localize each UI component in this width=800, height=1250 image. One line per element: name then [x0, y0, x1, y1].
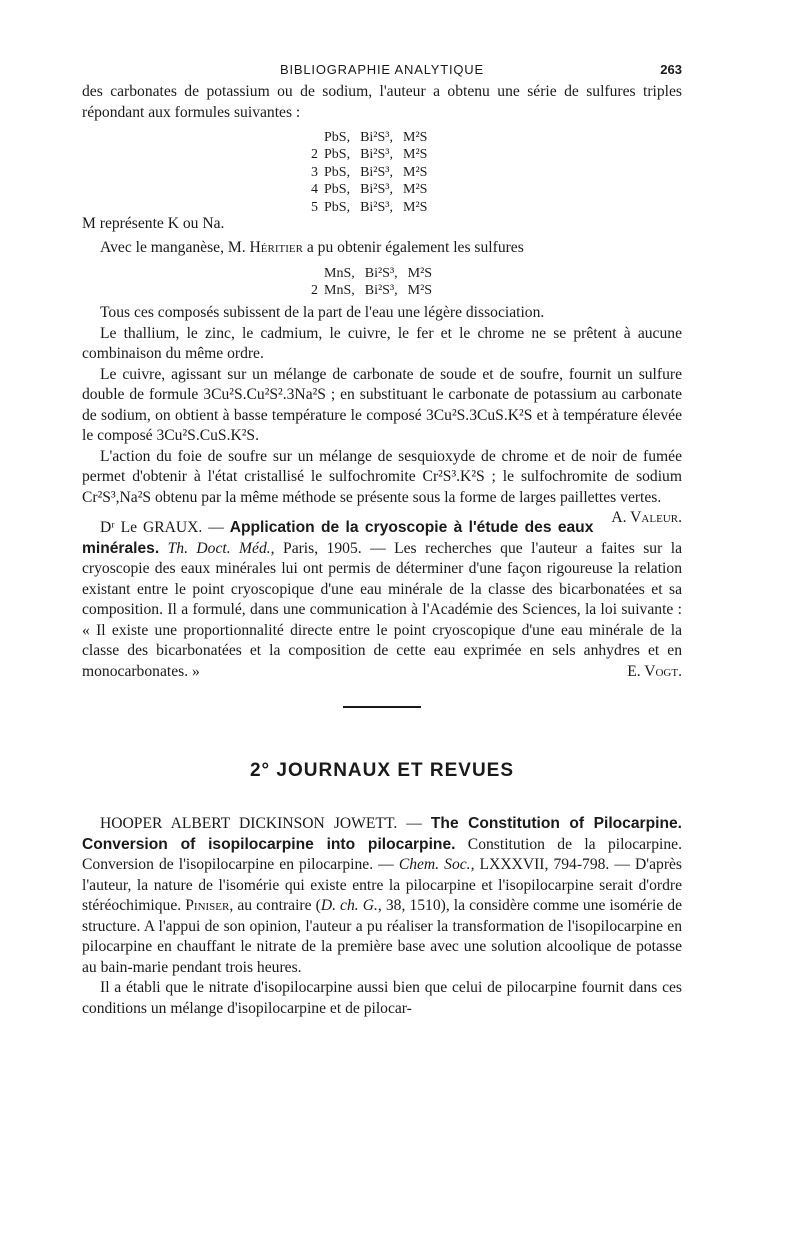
- paragraph-dissociation: Tous ces composés subissent de la part de l'eau une légère dissociation.: [100, 304, 545, 322]
- formulas2-row: [304, 265, 442, 282]
- formula-term: Bi²S³,: [364, 265, 398, 281]
- section-divider: [343, 706, 421, 708]
- paragraph-cuivre: Le cuivre, agissant sur un mélange de carbonate de soude et de soufre, fournit un sulfure double de formule 3Cu²S.Cu²S².3Na²S ; en substituant le carbonate de potassium au carbonate de sodium, on obtient à basse température le composé 3Cu²S.3CuS.K²S et à température élevée le composé 3Cu²S.CuS.K²S.: [82, 365, 682, 445]
- formula-table-manganese: [304, 265, 442, 300]
- formula-term: MnS,: [324, 282, 355, 298]
- review-hooper: HOOPER ALBERT DICKINSON JOWETT. — The Constitution of Pilocarpine. Conversion of isopilocarpine into pilocarpine. Constitution de la pilocarpine. Conversion de l'isopilocarpine en pilocarpine. — Chem. Soc., LXXXVII, 794-798. — D'après l'auteur, la nature de l'isomérie qui existe entre la pilocarpine et l'isopilocarpine serait d'ordre stéréochimique. Piniser, au contraire (D. ch. G., 38, 1510), la considère comme une isomérie de structure. A l'appui de son opinion, l'auteur a pu réaliser la transformation de l'isopilocarpine en pilocarpine en chauffant le nitrate de la première base avec une solution alcoolique de potasse au bain-marie pendant trois heures.: [82, 815, 683, 976]
- page-number: 263: [660, 62, 682, 77]
- running-title: BIBLIOGRAPHIE ANALYTIQUE: [280, 62, 484, 77]
- formula-term: Bi²S³,: [360, 147, 393, 163]
- paragraph-sulfures-triples: des carbonates de potassium ou de sodium, l'auteur a obtenu une série de sulfures triples répondant aux formules suivantes :: [82, 83, 682, 121]
- formula-term: Bi²S³,: [360, 182, 393, 198]
- formula-term: M²S: [403, 199, 428, 215]
- paragraph-thallium: Le thallium, le zinc, le cadmium, le cuivre, le fer et le chrome ne se prêtent à aucune combinaison du même ordre.: [82, 324, 682, 363]
- paragraph-manganese: Avec le manganèse, M. Héritier a pu obtenir également les sulfures: [100, 239, 524, 257]
- formula-term: PbS,: [324, 164, 351, 180]
- signature-valeur: A. Valeur.: [611, 509, 682, 527]
- document-page: [82, 56, 682, 1019]
- page-header: [82, 56, 682, 82]
- formula-term: M²S: [407, 265, 433, 281]
- formulas1-row: [304, 164, 437, 181]
- formula-coefficient: 2: [311, 282, 318, 298]
- formula-term: Bi²S³,: [360, 164, 393, 180]
- signature-vogt: E. Vogt.: [627, 662, 682, 680]
- formulas1-row: [304, 199, 437, 216]
- formula-coefficient: [304, 129, 324, 146]
- formula-term: M²S: [403, 130, 428, 145]
- formulas2-row: [304, 282, 442, 299]
- review-title: Application de la cryoscopie à l'étude des eaux minérales.: [82, 519, 594, 557]
- formula-term: PbS,: [324, 199, 351, 215]
- paragraph-foie-de-soufre: L'action du foie de soufre sur un mélange de sesquioxyde de chrome et de noir de fumée permet d'obtenir à l'état cristallisé le sulfochromite Cr²S³.K²S ; le sulfochromite de sodium Cr²S³,Na²S obtenu par la même méthode se présente sous la forme de larges paillettes vertes. A. Valeur.: [82, 447, 682, 509]
- formula-coefficient: 5: [311, 199, 318, 215]
- paragraph-nitrate: Il a établi que le nitrate d'isopilocarpine aussi bien que celui de pilocarpine fournit dans ces conditions un mélange d'isopilocarpine et de pilocar-: [82, 979, 682, 1017]
- formula-term: M²S: [403, 164, 428, 180]
- formula-term: PbS,: [324, 182, 351, 198]
- author-heritier: Héritier: [249, 239, 303, 257]
- section-title: 2° JOURNAUX ET REVUES: [249, 760, 515, 782]
- review-author: Dʳ Le GRAUX. —: [100, 519, 230, 537]
- note-m-definition: M représente K ou Na.: [82, 215, 225, 233]
- formula-term: PbS,: [324, 130, 351, 145]
- formulas1-row: [304, 181, 437, 198]
- formula-term: M²S: [403, 182, 428, 198]
- formula-term: M²S: [403, 147, 428, 163]
- review-author: HOOPER ALBERT DICKINSON JOWETT. —: [100, 815, 431, 833]
- review-graux: Dʳ Le GRAUX. — Application de la cryoscopie à l'étude des eaux minérales. Th. Doct. Méd., Paris, 1905. — Les recherches que l'auteur a faites sur la cryoscopie des eaux minérales lui ont permis de déterminer d'une façon rigoureuse la relation existant entre le point cryoscopique d'une eau minérale de la classe des bicarbonatées et sa composition. Il a formulé, dans une communication à l'Académie des Sciences, la loi suivante : « Il existe une proportionnalité directe entre le point cryoscopique d'une eau minérale de la classe des bicarbonatées et la composition de cette eau exprimée en sels anhydres et en monocarbonates. » E. Vogt.: [82, 518, 682, 682]
- formula-term: M²S: [407, 282, 433, 298]
- formulas1-row: [304, 129, 437, 146]
- formula-term: MnS,: [324, 265, 355, 281]
- formula-coefficient: [304, 265, 324, 282]
- formula-coefficient: 4: [311, 182, 318, 198]
- formula-table-lead: [304, 129, 437, 216]
- formula-coefficient: 3: [311, 164, 318, 180]
- formula-term: Bi²S³,: [364, 282, 398, 298]
- formula-term: Bi²S³,: [360, 130, 393, 145]
- formula-coefficient: 2: [311, 147, 318, 163]
- formula-term: PbS,: [324, 147, 351, 163]
- formulas1-row: [304, 146, 437, 163]
- formula-term: Bi²S³,: [360, 199, 393, 215]
- review-title: The Constitution of Pilocarpine. Conversion of isopilocarpine into pilocarpine.: [82, 815, 682, 853]
